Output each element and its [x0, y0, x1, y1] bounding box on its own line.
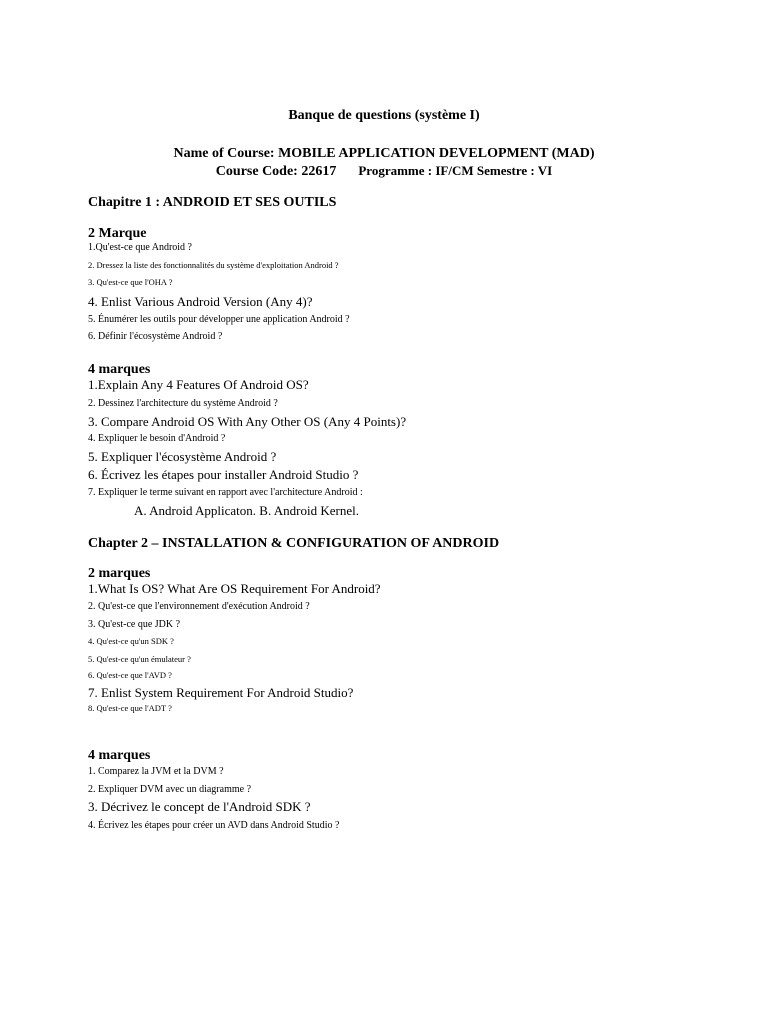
question-item: 7. Enlist System Requirement For Android Studio? [88, 685, 354, 700]
question-item: 2. Dressez la liste des fonctionnalités du système d'exploitation Android ? [88, 260, 339, 270]
question-item: 8. Qu'est-ce que l'ADT ? [88, 703, 172, 713]
question-item: 5. Énumérer les outils pour développer une application Android ? [88, 314, 350, 325]
course-name: Name of Course: MOBILE APPLICATION DEVELOPMENT (MAD) [173, 146, 595, 161]
question-item: 2. Dessinez l'architecture du système Android ? [88, 398, 278, 409]
doc-title: Banque de questions (système I) [288, 108, 480, 123]
ch2-2marks-heading: 2 marques [88, 566, 151, 581]
chapter-2-title: Chapter 2 – INSTALLATION & CONFIGURATION OF ANDROID [88, 536, 500, 551]
chapter-1-title: Chapitre 1 : ANDROID ET SES OUTILS [88, 195, 337, 210]
question-item: 5. Expliquer l'écosystème Android ? [88, 449, 277, 464]
course-code: Course Code: 22617 [215, 164, 337, 179]
question-item: 2. Expliquer DVM avec un diagramme ? [88, 784, 252, 795]
question-item: 1.What Is OS? What Are OS Requirement For Android? [88, 581, 381, 596]
question-item: 6. Définir l'écosystème Android ? [88, 331, 223, 342]
question-item: 6. Qu'est-ce que l'AVD ? [88, 670, 172, 680]
question-item: 5. Qu'est-ce qu'un émulateur ? [88, 654, 191, 664]
question-subitem: A. Android Applicaton. B. Android Kernel. [134, 503, 359, 518]
question-item: 4. Écrivez les étapes pour créer un AVD dans Android Studio ? [88, 820, 340, 831]
question-item: 4. Expliquer le besoin d'Android ? [88, 433, 226, 444]
question-item: 1. Comparez la JVM et la DVM ? [88, 766, 224, 777]
question-item: 6. Écrivez les étapes pour installer Android Studio ? [88, 467, 359, 482]
ch2-4marks-heading: 4 marques [88, 748, 151, 763]
question-item: 4. Qu'est-ce qu'un SDK ? [88, 636, 174, 646]
question-item: 2. Qu'est-ce que l'environnement d'exécution Android ? [88, 601, 310, 612]
ch1-4marks-heading: 4 marques [88, 362, 151, 377]
question-item: 7. Expliquer le terme suivant en rapport avec l'architecture Android : [88, 487, 363, 498]
question-item: 3. Qu'est-ce que JDK ? [88, 619, 181, 630]
question-item: 4. Enlist Various Android Version (Any 4)? [88, 294, 313, 309]
programme-label: Programme : IF/CM Semestre : VI [358, 163, 553, 178]
ch1-2marks-heading: 2 Marque [88, 226, 147, 241]
question-item: 1.Qu'est-ce que Android ? [88, 242, 192, 253]
question-item: 3. Qu'est-ce que l'OHA ? [88, 277, 173, 287]
question-item: 3. Compare Android OS With Any Other OS (Any 4 Points)? [88, 414, 407, 429]
question-item: 3. Décrivez le concept de l'Android SDK ? [88, 799, 311, 814]
question-item: 1.Explain Any 4 Features Of Android OS? [88, 377, 309, 392]
course-line [0, 162, 768, 180]
